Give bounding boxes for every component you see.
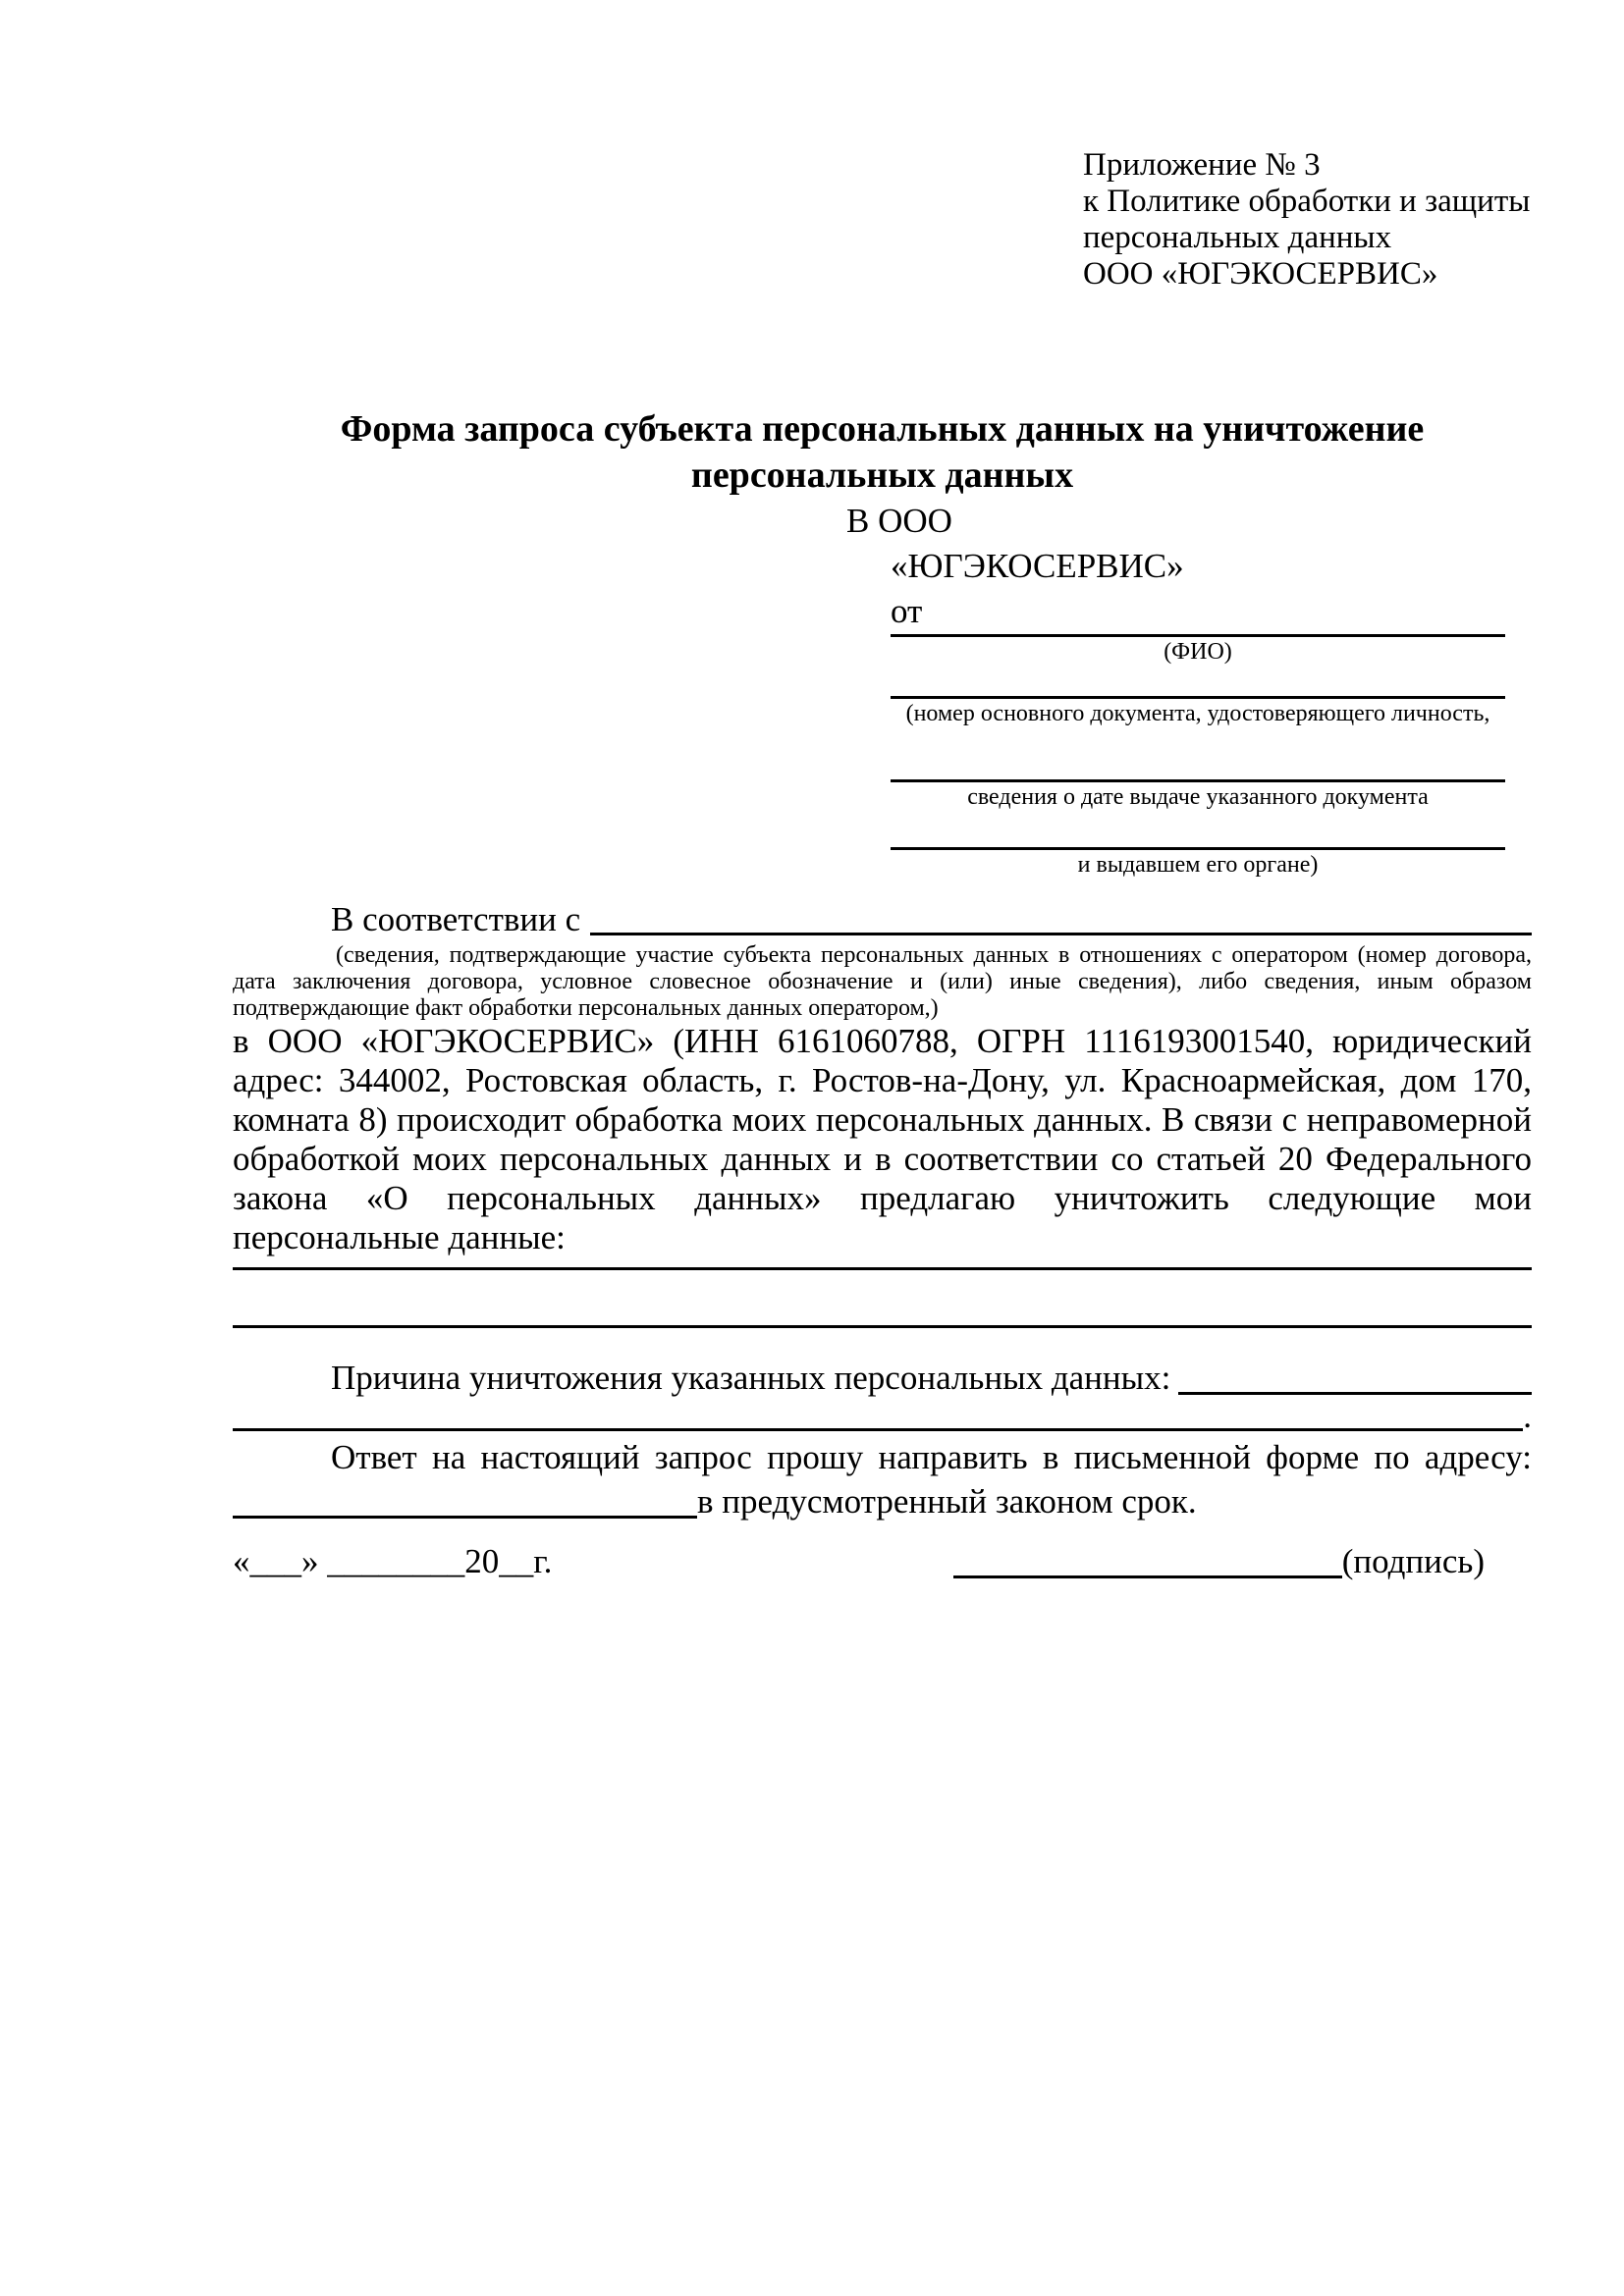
reason-label: Причина уничтожения указанных персональных данных: (331, 1359, 1171, 1397)
address-blank-line (233, 1484, 697, 1519)
accordance-row (233, 899, 1532, 940)
addressee-block (233, 499, 1532, 880)
personal-data-blank-line-1 (233, 1267, 1532, 1270)
id-document-blank-row (891, 696, 1505, 728)
signature-blank-line (953, 1544, 1342, 1578)
body-paragraph: в ООО «ЮГЭКОСЕРВИС» (ИНН 6161060788, ОГРН 1116193001540, юридический адрес: 344002, Ростовская область, г. Ростов-на-Дону, ул. Красноармейская, дом 170, комната 8) происходит обработка моих персональных данных. В связи с неправомерной обработкой моих персональных данных и в соответствии со статьей 20 Федерального закона «О персональных данных» предлагаю уничтожить следующие мои персональные данные: (233, 1022, 1532, 1256)
addressee-org-prefix: В ООО (846, 502, 952, 540)
date-signature-row (233, 1539, 1532, 1583)
issue-date-blank-row (891, 779, 1505, 812)
date-line: «___» ________20__г. (233, 1542, 553, 1580)
accordance-note: (сведения, подтверждающие участие субъекта персональных данных в отношениях с оператором (номер договора, дата заключения договора, условное словесное обозначение и (или) иные сведения), либо сведения, иным образом подтверждающие факт обработки персональных данных оператором,) (233, 942, 1532, 1021)
reason-blank-continuation-row (233, 1397, 1532, 1435)
issue-date-caption: сведения о дате выдаче указанного документа (967, 784, 1429, 810)
reason-blank-line (1178, 1361, 1532, 1395)
issuing-authority-blank-row (891, 847, 1505, 880)
id-document-caption: (номер основного документа, удостоверяющего личность, (905, 701, 1490, 726)
signature-group (953, 1539, 1532, 1583)
accordance-blank-line (590, 901, 1532, 935)
form-title: Форма запроса субъекта персональных данных на уничтожение персональных данных (340, 408, 1425, 496)
response-tail: в предусмотренный законом срок. (697, 1482, 1197, 1521)
appendix-line-2: к Политике обработки и защиты (1083, 184, 1531, 219)
fio-blank-row (891, 634, 1505, 667)
addressee-from-label: от (891, 592, 923, 630)
addressee-org-name: «ЮГЭКОСЕРВИС» (891, 547, 1184, 585)
signature-caption: (подпись) (1341, 1542, 1485, 1580)
personal-data-blank-line-2 (233, 1325, 1532, 1328)
reason-row (233, 1356, 1532, 1400)
reason-line-terminator: . (1523, 1397, 1532, 1435)
appendix-header (1083, 147, 1532, 293)
issuing-authority-caption: и выдавшем его органе) (1077, 852, 1319, 878)
fio-caption: (ФИО) (1164, 639, 1232, 665)
accordance-lead: В соответствии с (331, 900, 581, 938)
appendix-line-4: ООО «ЮГЭКОСЕРВИС» (1083, 256, 1438, 292)
appendix-line-3: персональных данных (1083, 220, 1392, 255)
reason-blank-line-2 (233, 1428, 1523, 1431)
appendix-line-1: Приложение № 3 (1083, 147, 1321, 183)
response-sentence: Ответ на настоящий запрос прошу направить в письменной форме по адресу: (331, 1438, 1532, 1476)
response-address-row (233, 1479, 1532, 1523)
